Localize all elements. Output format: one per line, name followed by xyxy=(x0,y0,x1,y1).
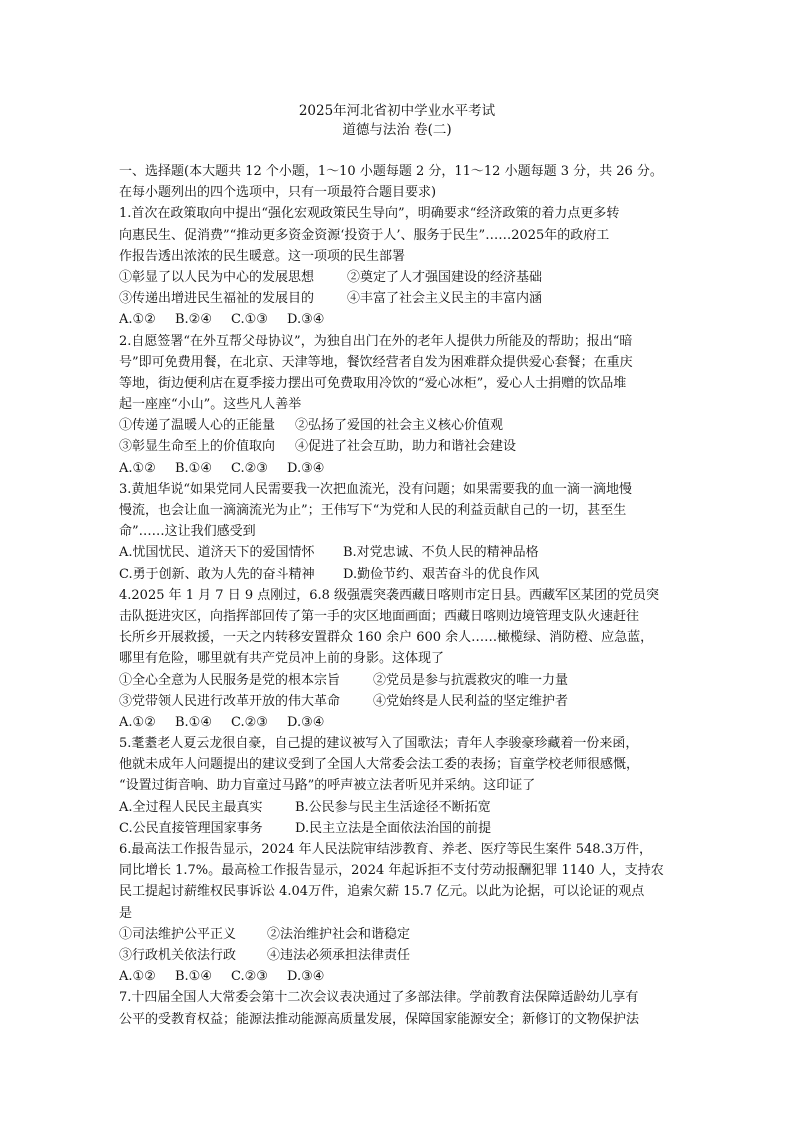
exam-subtitle: 道德与法治 卷(二) xyxy=(342,122,452,138)
question-2-choices xyxy=(119,458,679,479)
question-5-choices xyxy=(119,797,679,818)
choice-b[interactable]: B.①④ xyxy=(175,460,212,476)
question-5-choices xyxy=(119,818,679,839)
choice-d[interactable]: D.③④ xyxy=(287,714,325,730)
choice-d[interactable]: D.民主立法是全面依法治国的前提 xyxy=(295,820,492,836)
statement-item: ②奠定了人才强国建设的经济基础 xyxy=(347,269,543,285)
question-3-stem: 命”……这让我们感受到 xyxy=(119,524,256,540)
question-4-stem: 长所乡开展救援，一天之内转移安置群众 160 余户 600 余人……橄榄绿、消防橙、应急蓝， xyxy=(119,630,654,646)
choice-c[interactable]: C.①③ xyxy=(231,312,268,328)
choice-c[interactable]: C.②③ xyxy=(231,460,268,476)
statement-item: ③行政机关依法行政 xyxy=(119,947,237,963)
question-1-stem: 1.首次在政策取向中提出“强化宏观政策民生导向”，明确要求“经济政策的着力点更多转 xyxy=(119,206,620,222)
exam-title: 2025年河北省初中学业水平考试 xyxy=(298,103,496,119)
question-7-stem: 公平的受教育权益；能源法推动能源高质量发展，保障国家能源安全；新修订的文物保护法 xyxy=(119,1011,640,1027)
question-4-stem: 击队挺进灾区，向指挥部回传了第一手的灾区地面画面；西藏日喀则边境管理支队火速赶往 xyxy=(119,608,640,624)
question-3-choices xyxy=(119,564,679,585)
exam-content xyxy=(119,161,679,1030)
question-6-stem: 6.最高法工作报告显示，2024 年人民法院审结涉教育、养老、医疗等民生案件 548.3万件， xyxy=(119,842,652,857)
choice-a[interactable]: A.①② xyxy=(119,312,156,328)
statement-item: ④违法必须承担法律责任 xyxy=(267,947,411,963)
question-3-stem: 慢流，也会让血一滴滴流光为止”；王伟写下“为党和人民的利益贡献自己的一切，甚至生 xyxy=(119,503,627,518)
section-instruction: 一、选择题(本大题共 12 个小题，1～10 小题每题 2 分，11～12 小题每题 3 分，共 26 分。 xyxy=(119,164,663,179)
question-7-stem: 7.十四届全国人大常委会第十二次会议表决通过了多部法律。学前教育法保障适龄幼儿享有 xyxy=(119,990,639,1006)
choice-a[interactable]: A.忧国忧民、道济天下的爱国情怀 xyxy=(119,545,315,561)
statement-item: ③党带领人民进行改革开放的伟大革命 xyxy=(119,693,341,709)
question-2-items xyxy=(119,436,679,457)
statement-item: ③传递出增进民生福祉的发展目的 xyxy=(119,291,315,307)
question-4-stem: 4.2025 年 1 月 7 日 9 点刚过，6.8 级强震突袭西藏日喀则市定日县。西藏军区某团的党员突 xyxy=(119,587,660,603)
question-4-items xyxy=(119,691,679,712)
question-2-items xyxy=(119,415,679,436)
choice-a[interactable]: A.①② xyxy=(119,969,156,985)
choice-b[interactable]: B.①④ xyxy=(175,969,212,985)
choice-a[interactable]: A.全过程人民民主最真实 xyxy=(119,799,263,815)
question-6-stem: 民工提起讨薪维权民事诉讼 4.04万件，追索欠薪 15.7 亿元。以此为论据，可以论证的观点 xyxy=(119,884,645,900)
statement-item: ②党员是参与抗震救灾的唯一力量 xyxy=(373,672,569,688)
statement-item: ②弘扬了爱国的社会主义核心价值观 xyxy=(295,418,504,434)
choice-a[interactable]: A.①② xyxy=(119,460,156,476)
choice-b[interactable]: B.①④ xyxy=(175,714,212,730)
statement-item: ①司法维护公平正义 xyxy=(119,926,237,942)
choice-d[interactable]: D.③④ xyxy=(287,969,325,985)
question-1-stem: 向惠民生、促消费”“推动更多资金资源‘投资于人’、服务于民生”……2025年的政府工 xyxy=(119,227,610,243)
question-2-stem: 等地，街边便利店在夏季接力摆出可免费取用冷饮的“爱心冰柜”，爱心人士捐赠的饮品堆 xyxy=(119,375,627,391)
choice-c[interactable]: C.勇于创新、敢为人先的奋斗精神 xyxy=(119,566,315,582)
choice-b[interactable]: B.对党忠诚、不负人民的精神品格 xyxy=(343,545,539,561)
question-5-stem: “设置过街音响、助力盲童过马路”的呼声被立法者听见并采纳。这印证了 xyxy=(119,778,536,794)
statement-item: ①全心全意为人民服务是党的根本宗旨 xyxy=(119,672,341,688)
statement-item: ④丰富了社会主义民主的丰富内涵 xyxy=(347,291,543,307)
statement-item: ④促进了社会互助，助力和谐社会建设 xyxy=(295,439,517,455)
choice-c[interactable]: C.②③ xyxy=(231,714,268,730)
choice-c[interactable]: C.②③ xyxy=(231,969,268,985)
statement-item: ①彰显了以人民为中心的发展思想 xyxy=(119,269,315,285)
choice-b[interactable]: B.公民参与民主生活途径不断拓宽 xyxy=(295,799,491,815)
statement-item: ②法治维护社会和谐稳定 xyxy=(267,926,411,942)
choice-d[interactable]: D.③④ xyxy=(287,460,325,476)
question-1-items xyxy=(119,267,679,288)
choice-d[interactable]: D.③④ xyxy=(287,312,325,328)
question-6-stem: 同比增长 1.7%。最高检工作报告显示，2024 年起诉拒不支付劳动报酬犯罪 1140 人，支持农 xyxy=(119,863,664,879)
question-2-stem: 起一座座“小山”。这些凡人善举 xyxy=(119,397,302,413)
question-3-choices xyxy=(119,542,679,563)
choice-d[interactable]: D.勤俭节约、艰苦奋斗的优良作风 xyxy=(343,566,540,582)
question-2-stem: 号”即可免费用餐，在北京、天津等地，餐饮经营者自发为困难群众提供爱心套餐；在重庆 xyxy=(119,354,633,370)
question-6-choices xyxy=(119,966,679,987)
statement-item: ③彰显生命至上的价值取向 xyxy=(119,439,276,455)
statement-item: ④党始终是人民利益的坚定维护者 xyxy=(373,693,569,709)
question-4-items xyxy=(119,670,679,691)
choice-b[interactable]: B.②④ xyxy=(175,312,212,328)
statement-item: ①传递了温暖人心的正能量 xyxy=(119,418,276,434)
question-4-choices xyxy=(119,712,679,733)
question-1-choices xyxy=(119,309,679,330)
section-instruction: 在每小题列出的四个选项中，只有一项最符合题目要求) xyxy=(119,185,437,201)
question-2-stem: 2.自愿签署“在外互帮父母协议”，为独自出门在外的老年人提供力所能及的帮助；报出“暗 xyxy=(119,333,633,349)
question-4-stem: 哪里有危险，哪里就有共产党员冲上前的身影。这体现了 xyxy=(119,651,445,667)
question-5-stem: 他就未成年人问题提出的建议受到了全国人大常委会法工委的表扬；盲童学校老师很感慨， xyxy=(119,757,640,773)
choice-c[interactable]: C.公民直接管理国家事务 xyxy=(119,820,263,836)
question-6-items xyxy=(119,924,679,945)
question-1-items xyxy=(119,288,679,309)
question-6-stem: 是 xyxy=(119,905,133,921)
choice-a[interactable]: A.①② xyxy=(119,714,156,730)
question-3-stem: 3.黄旭华说“如果党同人民需要我一次把血流光，没有问题；如果需要我的血一滴一滴地慢 xyxy=(119,481,633,497)
question-6-items xyxy=(119,945,679,966)
question-5-stem: 5.耄耋老人夏云龙很自豪，自己提的建议被写入了国歌法；青年人李骏豪珍藏着一份来函， xyxy=(119,736,639,752)
question-1-stem: 作报告透出浓浓的民生暖意。这一项项的民生部署 xyxy=(119,248,406,264)
